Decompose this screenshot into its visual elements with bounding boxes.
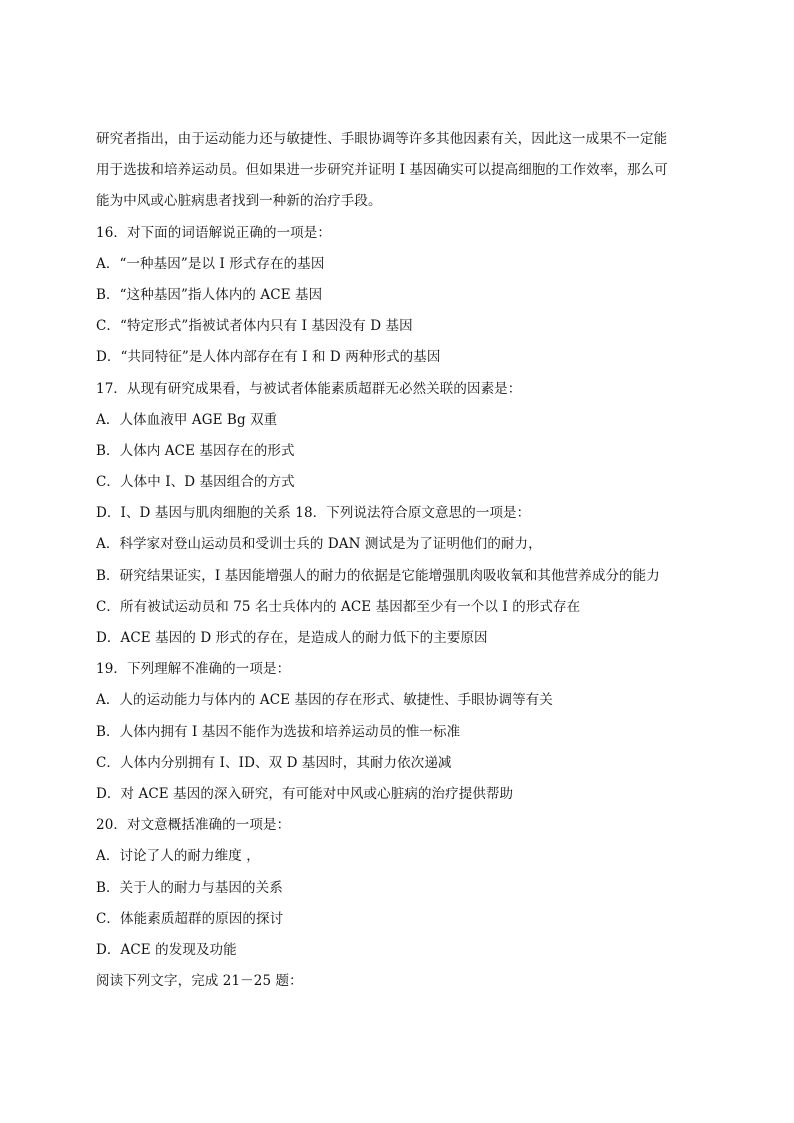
question-19-option-a: A．人的运动能力与体内的 ACE 基因的存在形式、敏捷性、手眼协调等有关	[96, 692, 553, 709]
question-16-stem: 16．对下面的词语解说正确的一项是：	[96, 224, 331, 241]
question-20-stem: 20．对文意概括准确的一项是：	[96, 817, 291, 834]
paragraph-line-2: 用于选拔和培养运动员。但如果进一步研究并证明 I 基因确实可以提高细胞的工作效率，那么可	[96, 162, 668, 179]
paragraph-line-1: 研究者指出，由于运动能力还与敏捷性、手眼协调等许多其他因素有关，因此这一成果不一定能	[96, 131, 668, 147]
question-20-option-c: C．体能素质超群的原因的探讨	[96, 910, 284, 927]
document-body	[96, 124, 696, 997]
question-17-option-b: B．人体内 ACE 基因存在的形式	[96, 442, 295, 459]
question-16-option-c: C．“特定形式”指被试者体内只有 I 基因没有 D 基因	[96, 318, 413, 335]
question-17-option-c: C．人体中 I、D 基因组合的方式	[96, 474, 295, 491]
question-16-option-a: A．“一种基因”是以 I 形式存在的基因	[96, 255, 325, 272]
question-17-option-a: A．人体血液甲 AGE Bg 双重	[96, 411, 278, 428]
question-19-stem: 19．下列理解不准确的一项是：	[96, 661, 291, 678]
paragraph-line-3: 能为中风或心脏病患者找到一种新的治疗手段。	[96, 193, 382, 210]
question-19-option-c: C．人体内分别拥有 I、ID、双 D 基因时，其耐力依次递减	[96, 754, 452, 771]
question-16-option-d: D．“共同特征”是人体内部存在有 I 和 D 两种形式的基因	[96, 349, 441, 366]
question-19-option-d: D．对 ACE 基因的深入研究，有可能对中风或心脏病的治疗提供帮助	[96, 785, 514, 802]
question-17-option-d-and-question-18-stem: D．I、D 基因与肌肉细胞的关系 18．下列说法符合原文意思的一项是：	[96, 505, 531, 522]
question-20-option-d: D．ACE 的发现及功能	[96, 941, 237, 958]
question-18-option-a: A．科学家对登山运动员和受训士兵的 DAN 测试是为了证明他们的耐力，	[96, 536, 542, 553]
question-18-option-d: D．ACE 基因的 D 形式的存在，是造成人的耐力低下的主要原因	[96, 630, 488, 646]
question-20-option-a: A．讨论了人的耐力维度 ，	[96, 848, 260, 865]
question-18-option-b: B．研究结果证实，I 基因能增强人的耐力的依据是它能增强肌肉吸收氧和其他营养成分的能力	[96, 567, 660, 584]
question-17-stem: 17．从现有研究成果看，与被试者体能素质超群无必然关联的因素是：	[96, 380, 522, 397]
reading-instruction: 阅读下列文字，完成 21－25 题：	[96, 973, 303, 990]
question-18-option-c: C．所有被试运动员和 75 名士兵体内的 ACE 基因都至少有一个以 I 的形式存在	[96, 598, 581, 615]
question-16-option-b: B．“这种基因”指人体内的 ACE 基因	[96, 286, 323, 303]
question-20-option-b: B．关于人的耐力与基因的关系	[96, 879, 283, 896]
question-19-option-b: B．人体内拥有 I 基因不能作为选拔和培养运动员的惟一标准	[96, 723, 461, 740]
